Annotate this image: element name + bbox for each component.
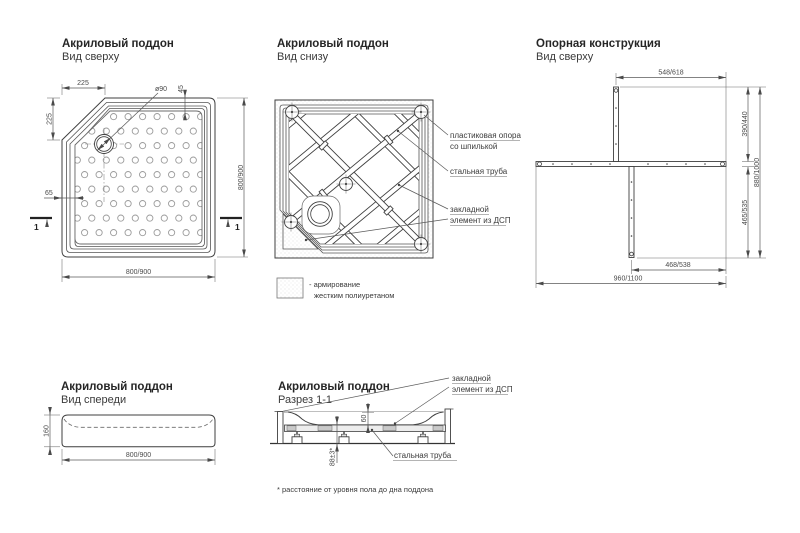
adjustable-feet — [292, 432, 428, 444]
foot — [418, 432, 428, 444]
frame-bar-section — [285, 425, 446, 432]
dim-chamfer-h: 225 — [46, 113, 54, 125]
bottom-view-title: Акриловый поддон — [277, 38, 389, 50]
frame-upper-bar — [614, 87, 619, 162]
front-view-title: Акриловый поддон — [61, 381, 173, 393]
dsp-block — [433, 426, 443, 431]
label-dsp-1: закладной — [450, 205, 489, 214]
legend-line-2: жестким полиуретаном — [314, 291, 395, 300]
dim-frame-overall-right: 880/1000 — [754, 157, 761, 188]
section-marker-left: 1 — [34, 222, 39, 232]
drain-hole-bottom-outer — [308, 202, 333, 227]
bottom-view — [236, 38, 521, 300]
legend-line-1: - армирование — [309, 280, 361, 289]
dsp-block — [318, 426, 332, 431]
dim-front-width: 800/900 — [125, 452, 152, 459]
legend-swatch — [277, 278, 303, 298]
frame-view-subtitle: Вид сверху — [536, 51, 594, 63]
label-dsp-2: элемент из ДСП — [450, 216, 511, 225]
left-wall — [278, 412, 284, 444]
dim-frame-upper-right: 390/440 — [742, 111, 749, 137]
label-section-dsp-1: закладной — [452, 374, 491, 383]
dim-chamfer-w: 225 — [77, 80, 89, 87]
frame-view — [536, 38, 766, 288]
dim-frame-bottom-inner: 468/538 — [665, 262, 691, 269]
section-view-subtitle: Разрез 1-1 — [278, 394, 333, 406]
dsp-block — [383, 426, 396, 431]
label-pipe: стальная труба — [450, 167, 508, 176]
dim-height: 800/900 — [238, 164, 245, 191]
section-view — [270, 374, 513, 494]
dim-depth: 60 — [361, 414, 368, 423]
front-view — [44, 381, 216, 465]
frame-horizontal-bar — [536, 162, 726, 167]
front-hidden-basin-line — [64, 419, 213, 427]
foot — [339, 432, 349, 444]
dsp-block — [287, 426, 296, 431]
foot — [292, 432, 302, 444]
dim-frame-lower-right: 465/535 — [742, 199, 749, 226]
front-view-subtitle: Вид спереди — [61, 394, 127, 406]
section-footnote: * расстояние от уровня пола до дна поддона — [277, 485, 434, 494]
section-view-title: Акриловый поддон — [278, 381, 390, 393]
dim-drain: ø90 — [155, 86, 168, 93]
dim-front-height: 160 — [43, 425, 51, 437]
dim-width: 800/900 — [125, 269, 152, 276]
bottom-view-subtitle: Вид снизу — [277, 51, 329, 63]
label-support-2: со шпилькой — [450, 142, 498, 151]
label-support-1: пластиковая опора — [450, 131, 521, 140]
dim-rim: 65 — [45, 190, 53, 197]
dim-floor-gap: 88±3* — [329, 447, 337, 467]
front-profile — [62, 415, 215, 447]
top-view-subtitle: Вид сверху — [62, 51, 120, 63]
frame-lower-bar — [629, 167, 634, 258]
label-section-pipe: стальная труба — [394, 451, 452, 460]
dim-edge: 45 — [178, 85, 185, 93]
dim-frame-top: 548/618 — [658, 69, 684, 77]
section-marker-right: 1 — [235, 222, 240, 232]
dim-frame-bottom-overall: 960/1100 — [613, 275, 643, 283]
top-view-title: Акриловый поддон — [62, 38, 174, 50]
basin-antislip-surface — [75, 111, 202, 244]
frame-view-title: Опорная конструкция — [536, 38, 661, 50]
label-section-dsp-2: элемент из ДСП — [452, 385, 513, 394]
top-view — [30, 38, 248, 282]
